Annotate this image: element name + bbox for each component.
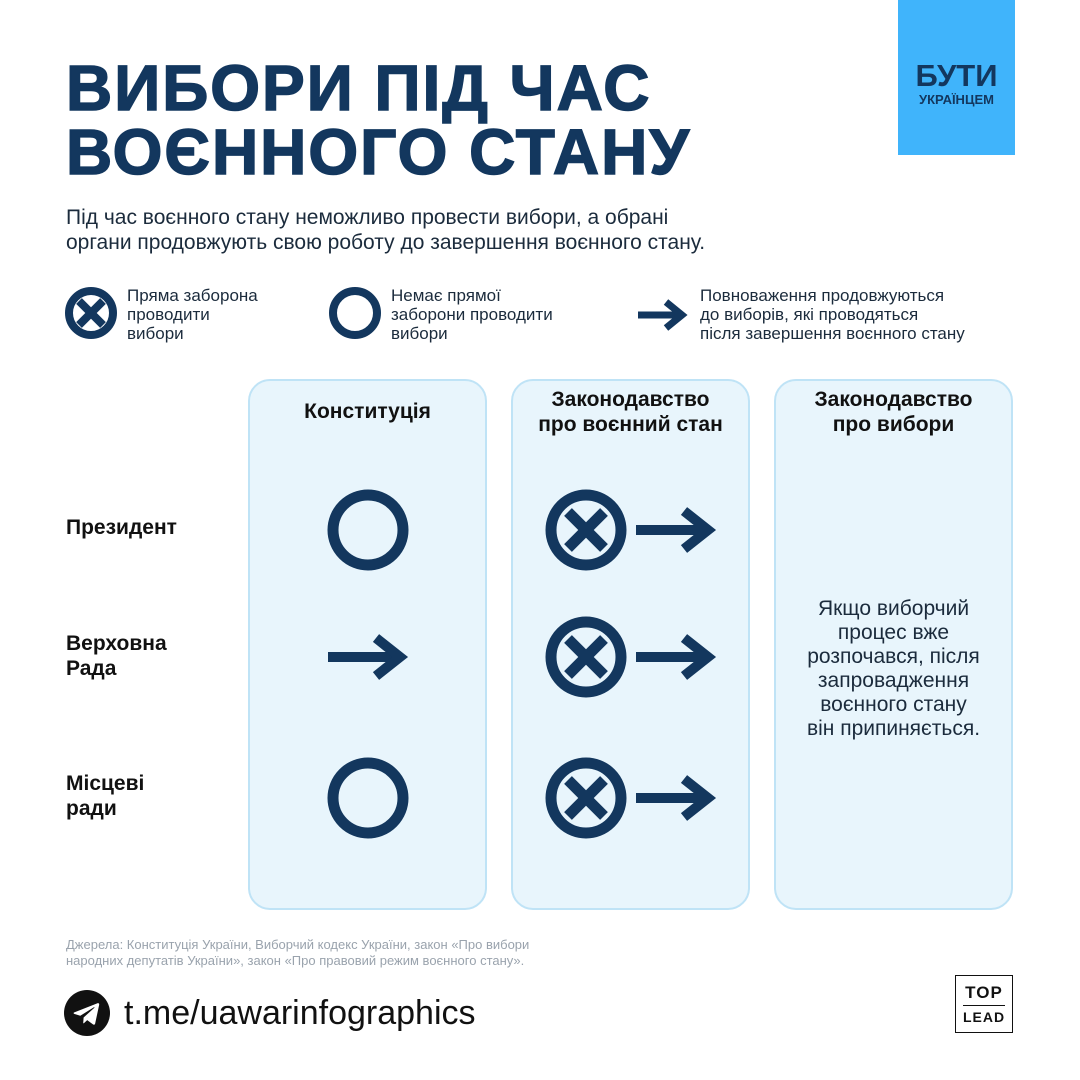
legend-text-line: заборони проводити — [391, 305, 553, 324]
legend-item-ban — [64, 286, 118, 345]
intro-line-2: органи продовжують свою роботу до завершення воєнного стану. — [66, 231, 706, 254]
note-line: запровадження — [817, 669, 970, 692]
column-header — [250, 399, 485, 424]
arrow-right-icon — [634, 630, 718, 684]
circle-icon — [328, 286, 382, 340]
legend-text-line: вибори — [127, 324, 184, 343]
legend-text-line: проводити — [127, 305, 210, 324]
intro-text — [66, 205, 886, 255]
page-title — [66, 52, 886, 188]
circle-cross-icon — [64, 286, 118, 340]
legend-text-line: вибори — [391, 324, 448, 343]
arrow-right-icon — [636, 298, 690, 332]
column-header — [513, 387, 748, 437]
column-header-line: про вибори — [832, 413, 955, 436]
legend-text-line: Повноваження продовжуються — [700, 286, 945, 305]
note-line: розпочався, після — [807, 645, 980, 668]
telegram-icon[interactable] — [64, 990, 110, 1036]
logo-top-text: TOP — [965, 983, 1003, 1002]
legend-text-extend — [700, 286, 965, 343]
column-header — [776, 387, 1011, 437]
brand-badge — [898, 0, 1015, 155]
toplead-logo — [955, 975, 1013, 1033]
row-label-president — [66, 515, 177, 540]
legend-text-line: до виборів, які проводяться — [700, 305, 919, 324]
legend-item-no-ban — [328, 286, 382, 345]
row-label-parliament — [66, 631, 167, 681]
legend-item-extend — [636, 298, 690, 337]
logo-divider — [963, 1005, 1005, 1006]
note-line: воєнного стану — [820, 693, 967, 716]
note-line: Якщо виборчий — [817, 597, 970, 620]
legend-text-ban — [127, 286, 258, 343]
badge-line-2: УКРАЇНЦЕМ — [919, 92, 994, 107]
sources-line: Джерела: Конституція України, Виборчий кодекс України, закон «Про вибори — [66, 937, 530, 952]
legend-text-line: Пряма заборона — [127, 286, 258, 305]
column-header-line: про воєнний стан — [538, 413, 723, 436]
circle-cross-icon — [544, 756, 628, 840]
circle-icon — [326, 488, 410, 572]
note-line: він припиняється. — [806, 717, 981, 740]
row-label-line: ради — [66, 797, 117, 820]
row-label-line: Президент — [66, 516, 177, 539]
arrow-right-icon — [326, 630, 410, 684]
legend-text-line: після завершення воєнного стану — [700, 324, 965, 343]
legend-text-line: Немає прямої — [391, 286, 501, 305]
column-header-line: Конституція — [304, 400, 431, 423]
sources-text — [66, 937, 686, 969]
circle-cross-icon — [544, 488, 628, 572]
column-header-line: Законодавство — [814, 388, 973, 411]
row-label-line: Рада — [66, 657, 117, 680]
row-label-local-councils — [66, 771, 144, 821]
sources-line: народних депутатів України», закон «Про правовий режим воєнного стану». — [66, 953, 525, 968]
circle-icon — [326, 756, 410, 840]
logo-bottom-text: LEAD — [962, 1009, 1006, 1025]
intro-line-1: Під час воєнного стану неможливо провести вибори, а обрані — [66, 206, 669, 229]
row-label-line: Місцеві — [66, 772, 145, 795]
arrow-right-icon — [634, 503, 718, 557]
column-header-line: Законодавство — [551, 388, 710, 411]
badge-line-1: БУТИ — [915, 58, 998, 93]
circle-cross-icon — [544, 615, 628, 699]
legend-text-no-ban — [391, 286, 553, 343]
row-label-line: Верховна — [66, 632, 167, 655]
note-line: процес вже — [837, 621, 950, 644]
election-law-note — [774, 597, 1013, 741]
arrow-right-icon — [634, 771, 718, 825]
title-line-2: ВОЄННОГО СТАНУ — [66, 116, 692, 188]
telegram-link[interactable]: t.me/uawarinfographics — [124, 994, 476, 1032]
title-line-1: ВИБОРИ ПІД ЧАС — [66, 52, 652, 124]
